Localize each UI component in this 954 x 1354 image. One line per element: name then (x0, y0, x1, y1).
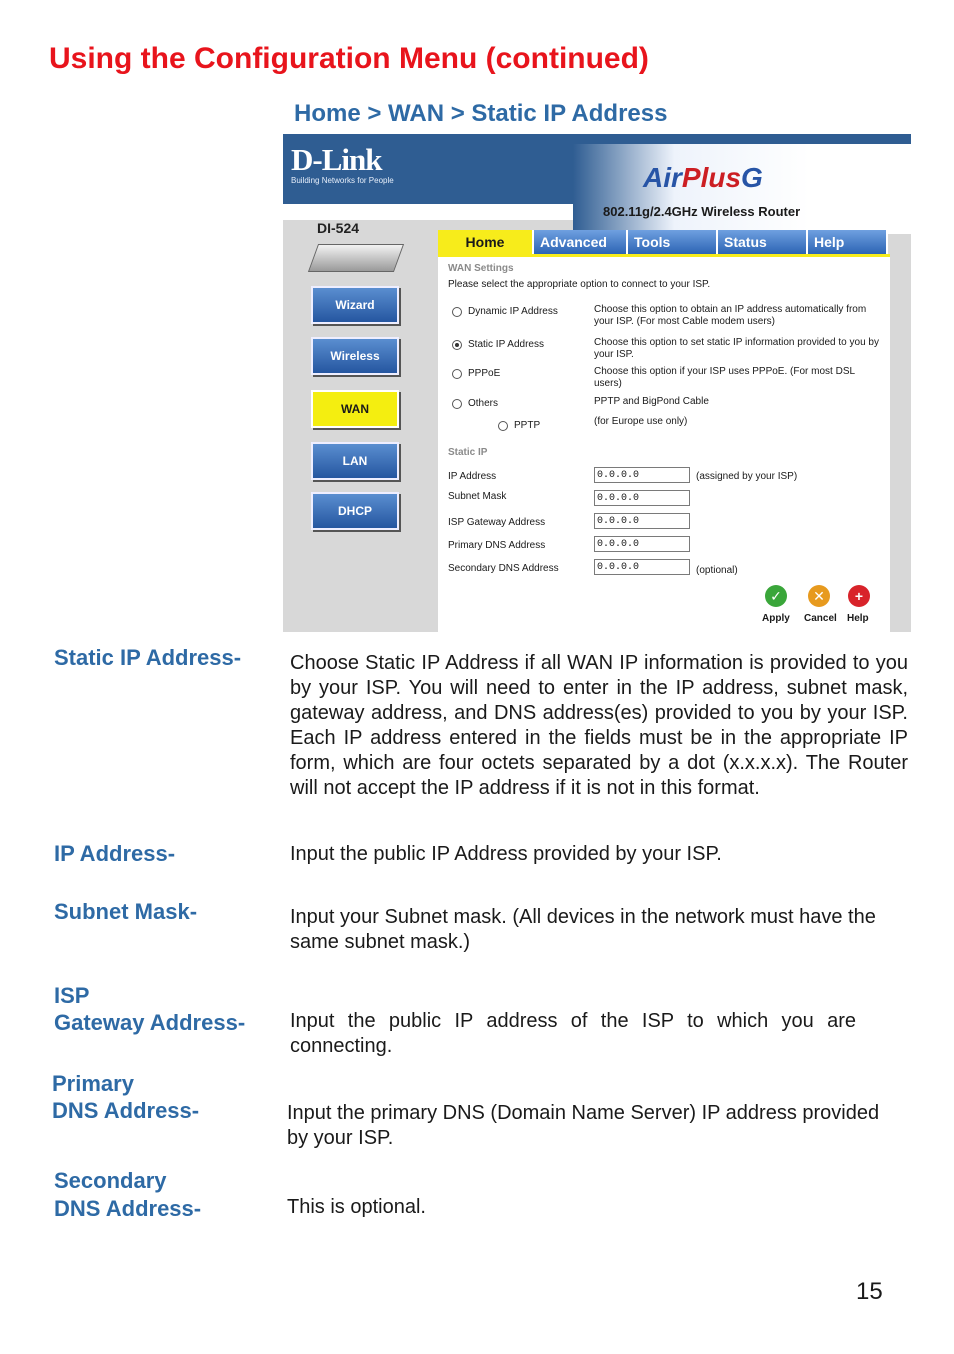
field-label: Secondary DNS Address (448, 563, 559, 574)
field-note: (optional) (696, 565, 738, 576)
option-description: Choose this option to obtain an IP address automatically from your ISP. (For most Cable modem users) (594, 304, 867, 327)
desc-primary-dns-address: Input the primary DNS (Domain Name Server) IP address provided by your ISP. (287, 1102, 880, 1149)
desc-ip-address: Input the public IP Address provided by your ISP. (290, 843, 722, 865)
airplus-logo (643, 162, 763, 194)
term-gateway-address: Gateway Address- (54, 1010, 246, 1035)
desc-gateway-address: Input the public IP address of the ISP to which you are connecting. (290, 1010, 856, 1057)
option-label: PPPoE (468, 368, 501, 379)
field-label: ISP Gateway Address (448, 517, 546, 528)
page-number: 15 (856, 1278, 883, 1305)
radio-pppoe[interactable] (452, 369, 462, 379)
radio-static-ip[interactable] (452, 340, 462, 350)
model-label: DI-524 (317, 220, 360, 236)
router-image (308, 244, 404, 272)
option-description: PPTP and BigPond Cable (594, 396, 709, 407)
primary-dns-input[interactable]: 0.0.0.0 (594, 536, 690, 552)
airplus-g: G (741, 162, 763, 193)
tab-tools[interactable]: Tools (628, 230, 718, 254)
nav-wizard-button[interactable]: Wizard (311, 286, 399, 324)
nav-wireless-button[interactable]: Wireless (311, 337, 399, 375)
gateway-address-input[interactable]: 0.0.0.0 (594, 513, 690, 529)
desc-secondary-dns-address: This is optional. (287, 1196, 426, 1218)
help-icon[interactable]: + (848, 585, 870, 607)
option-description: (for Europe use only) (594, 416, 688, 427)
dlink-tagline: Building Networks for People (291, 176, 394, 185)
option-label: PPTP (514, 420, 541, 431)
ip-address-input[interactable]: 0.0.0.0 (594, 467, 690, 483)
apply-icon[interactable]: ✓ (765, 585, 787, 607)
airplus-plus: Plus (681, 162, 742, 193)
radio-pptp[interactable] (498, 421, 508, 431)
tab-home[interactable]: Home (438, 230, 534, 254)
option-label: Static IP Address (468, 339, 544, 350)
airplus-air: Air (643, 162, 682, 193)
tab-bar (438, 230, 888, 254)
dlink-logo: D-Link (291, 142, 382, 177)
page-title: Using the Configuration Menu (continued) (49, 42, 649, 75)
option-label: Others (468, 398, 499, 409)
radio-others[interactable] (452, 399, 462, 409)
field-label: IP Address (448, 471, 497, 482)
router-title: 802.11g/2.4GHz Wireless Router (603, 204, 801, 219)
nav-dhcp-button[interactable]: DHCP (311, 492, 399, 530)
wan-settings-intro: Please select the appropriate option to connect to your ISP. (448, 279, 711, 290)
help-button[interactable]: Help (847, 613, 869, 624)
wan-settings-heading: WAN Settings (448, 263, 514, 274)
term-static-ip-address: Static IP Address- (54, 645, 242, 670)
term-secondary-dns-address: DNS Address- (54, 1196, 202, 1221)
field-label: Subnet Mask (448, 491, 507, 502)
option-label: Dynamic IP Address (468, 306, 558, 317)
option-description: Choose this option if your ISP uses PPPoE. (For most DSL users) (594, 366, 855, 389)
term-ip-address: IP Address- (54, 841, 176, 866)
field-note: (assigned by your ISP) (696, 471, 798, 482)
desc-subnet-mask: Input your Subnet mask. (All devices in the network must have the same subnet mask.) (290, 906, 876, 953)
secondary-dns-input[interactable]: 0.0.0.0 (594, 559, 690, 575)
radio-dynamic-ip[interactable] (452, 307, 462, 317)
term-isp: ISP (54, 983, 90, 1008)
term-primary: Primary (52, 1071, 134, 1096)
desc-static-ip-address: Choose Static IP Address if all WAN IP information is provided to you by your ISP. You will need to enter in the IP address, subnet mask, gateway address, and DNS address(es) provided to you by your ISP. Each IP address entered in the fields must be in the appropriate IP form, which are four octets separated by a dot (x.x.x.x). The Router will not accept the IP address if it is not in this format. (290, 652, 908, 799)
term-primary-dns-address: DNS Address- (52, 1098, 200, 1123)
tab-status[interactable]: Status (718, 230, 808, 254)
field-label: Primary DNS Address (448, 540, 546, 551)
nav-lan-button[interactable]: LAN (311, 442, 399, 480)
router-screenshot (283, 134, 911, 632)
static-ip-heading: Static IP (448, 447, 488, 458)
tab-advanced[interactable]: Advanced (534, 230, 628, 254)
wan-settings-panel (438, 254, 890, 632)
breadcrumb: Home > WAN > Static IP Address (294, 100, 668, 127)
term-secondary: Secondary (54, 1168, 167, 1193)
option-description: Choose this option to set static IP information provided to you by your ISP. (594, 337, 879, 360)
tab-help[interactable]: Help (808, 230, 888, 254)
apply-button[interactable]: Apply (762, 613, 790, 624)
nav-wan-button[interactable]: WAN (311, 390, 399, 428)
term-subnet-mask: Subnet Mask- (54, 899, 198, 924)
cancel-icon[interactable]: ✕ (808, 585, 830, 607)
subnet-mask-input[interactable]: 0.0.0.0 (594, 490, 690, 506)
cancel-button[interactable]: Cancel (804, 613, 837, 624)
